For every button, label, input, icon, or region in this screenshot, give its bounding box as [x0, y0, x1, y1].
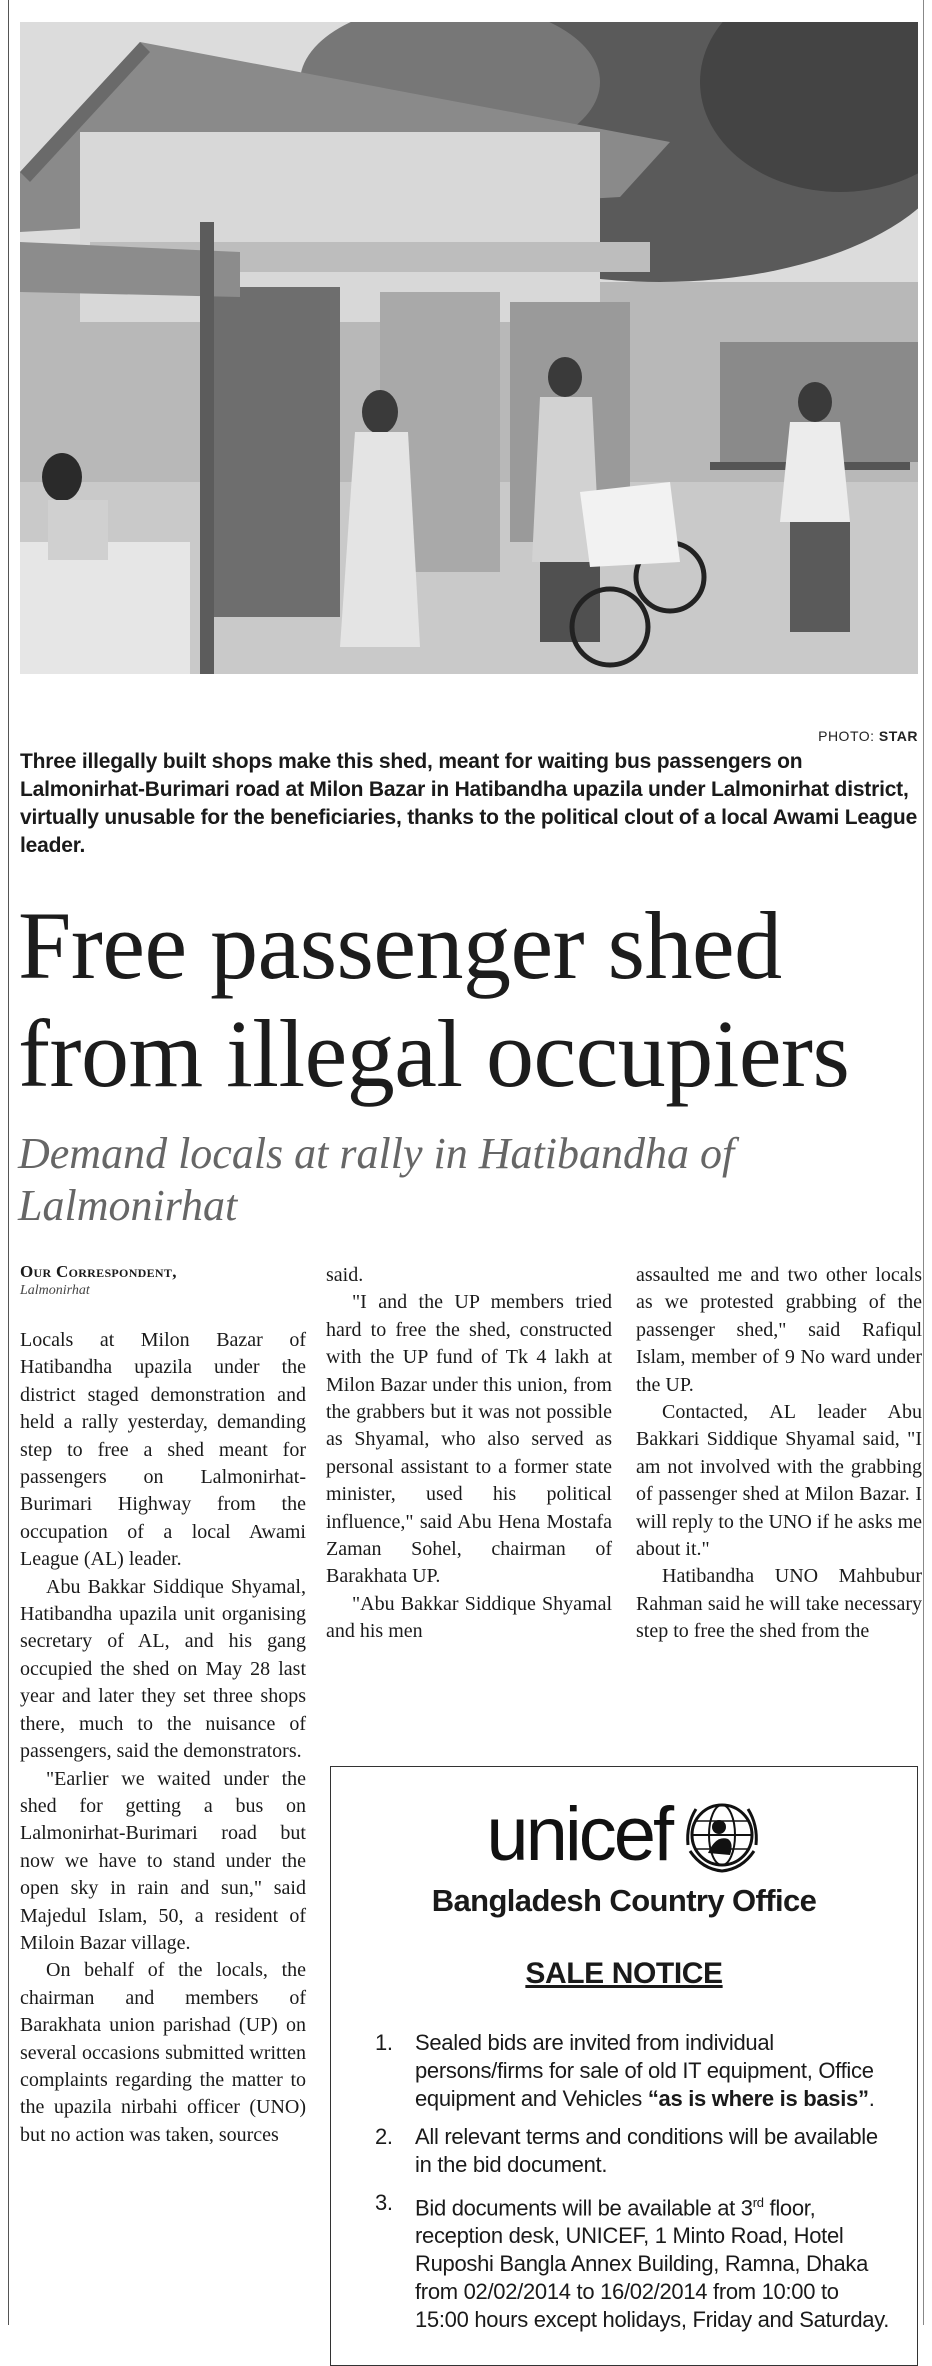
ad-item-number: 1.: [375, 2030, 393, 2055]
article-column-2: [326, 1262, 612, 1646]
ad-item-number: 3.: [375, 2190, 393, 2215]
article-paragraph: "Earlier we waited under the shed for getting a bus on Lalmonirhat-Burimari road but now we have to stand under the open sky in rain and sun," said Majedul Islam, 50, a resident of Miloin Bazar village.: [20, 1767, 306, 1954]
ad-office-name: Bangladesh Country Office: [431, 1883, 817, 1918]
page-rule-right: [923, 0, 924, 2325]
ad-item-emphasis: “as is where is basis”: [647, 2086, 869, 2111]
ad-notice-title: SALE NOTICE: [525, 1957, 723, 1990]
page-rule-left: [8, 0, 9, 2325]
unicef-emblem-icon: [682, 1795, 762, 1875]
article-paragraph: Abu Bakkar Siddique Shyamal, Hatibandha upazila unit organising secretary of AL, and his gang occupied the shed on May 28 last year and later they set three shops there, much to the nuisance of passengers, said the demonstrators.: [20, 1575, 306, 1763]
ad-notice-item: [375, 2029, 895, 2113]
article-paragraph: Hatibandha UNO Mahbubur Rahman said he will take necessary step to free the shed from the: [636, 1565, 922, 1643]
article-column-1: [20, 1327, 306, 2149]
article-paragraph: Locals at Milon Bazar of Hatibandha upazila under the district staged demonstration and held a rally yesterday, demanding step to free a shed meant for passengers on Lalmonirhat-Burimari Highway from the occupation of a local Awami League (AL) leader.: [20, 1329, 306, 1571]
article-paragraph: "Abu Bakkar Siddique Shyamal and his men: [326, 1592, 612, 1643]
article-paragraph: said.: [326, 1264, 364, 1286]
byline-location: Lalmonirhat: [20, 1283, 90, 1298]
headline: Free passenger shed from illegal occupiers: [18, 892, 850, 1107]
ad-item-text-cont: floor, reception desk, UNICEF, 1 Minto Road, Hotel Ruposhi Bangla Annex Building, Ramna, Dhaka from 02/02/2014 to 16/02/2014 from 10:00 to 15:00 hours except holidays, Friday and Saturday.: [415, 2195, 890, 2333]
photo-caption: Three illegally built shops make this shed, meant for waiting bus passengers on Lalmonirhat-Burimari road at Milon Bazar in Hatibandha upazila under Lalmonirhat district, virtually unusable for the beneficiaries, thanks to the political clout of a local Awami League leader.: [20, 750, 918, 857]
ad-item-tail: .: [868, 2086, 875, 2111]
photo-credit: PHOTO: STAR: [818, 728, 918, 744]
ad-notice-list: [375, 2029, 895, 2344]
article-paragraph: On behalf of the locals, the chairman and members of Barakhata union parishad (UP) on several occasions submitted written complaints regarding the matter to the upazila nirbahi officer (UNO) but no action was taken, sources: [20, 1959, 306, 2146]
unicef-wordmark: unicef: [486, 1792, 672, 1877]
article-paragraph: assaulted me and two other locals as we protested grabbing of the passenger shed," said Rafiqul Islam, member of 9 No ward under the UP.: [636, 1264, 922, 1396]
byline: [20, 1262, 310, 1299]
unicef-sale-notice-ad: [330, 1766, 918, 2366]
ad-item-text: All relevant terms and conditions will be available in the bid document.: [415, 2124, 878, 2177]
article-paragraph: "I and the UP members tried hard to free the shed, constructed with the UP fund of Tk 4 lakh at Milon Bazar under this union, from the grabbers but it was not possible as Shyamal, who also served as personal assistant to a former state minister, used his political influence," said Abu Hena Mostafa Zaman Sohel, chairman of Barakhata UP.: [326, 1291, 612, 1588]
article-column-3: [636, 1262, 922, 1646]
article-paragraph: Contacted, AL leader Abu Bakkari Siddique Shyamal said, "I am not involved with the grabbing of passenger shed at Milon Bazar. I will reply to the UNO if he asks me about it.": [636, 1401, 922, 1561]
subheadline: Demand locals at rally in Hatibandha of Lalmonirhat: [18, 1129, 735, 1230]
ad-item-text: Bid documents will be available at 3: [415, 2195, 753, 2221]
ad-notice-item: [375, 2123, 895, 2179]
news-photo: [20, 22, 918, 674]
unicef-logo: [331, 1792, 917, 1877]
ad-notice-item: [375, 2189, 895, 2334]
ad-item-text: Sealed bids are invited from individual persons/firms for sale of old IT equipment, Office equipment and Vehicles: [415, 2030, 874, 2111]
ad-item-number: 2.: [375, 2124, 393, 2149]
byline-author: Our Correspondent,: [20, 1262, 177, 1281]
ad-item-superscript: rd: [752, 2195, 764, 2210]
